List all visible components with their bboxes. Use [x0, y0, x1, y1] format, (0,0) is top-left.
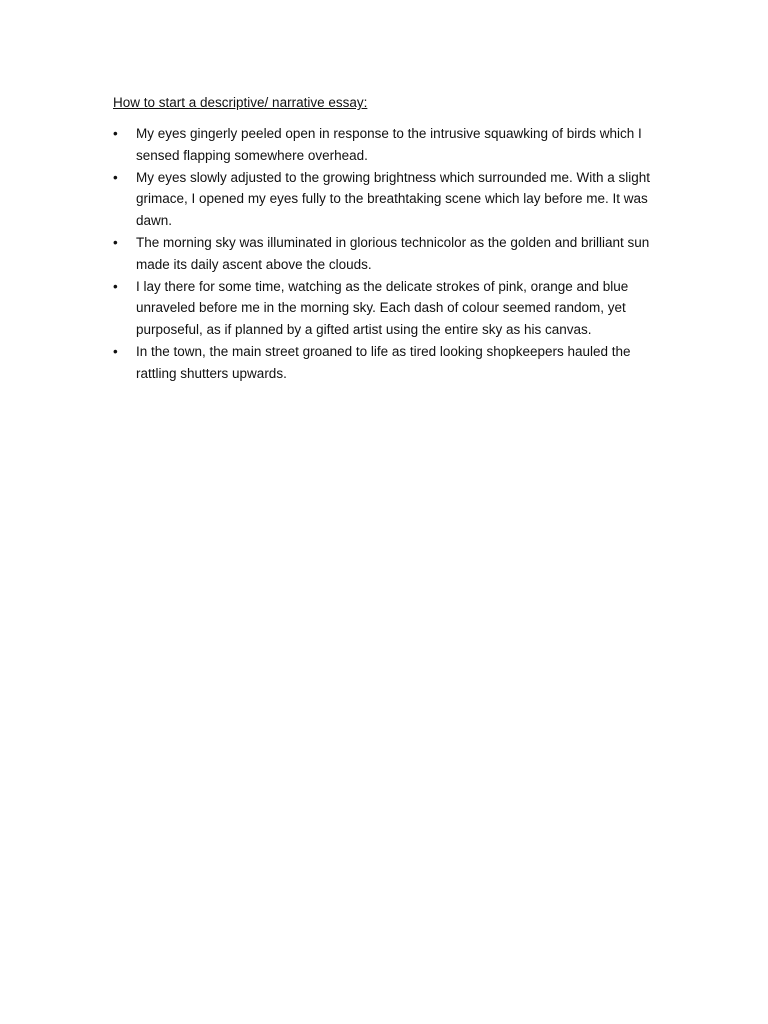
bullet-icon: •: [113, 169, 118, 185]
bullet-icon: •: [113, 234, 118, 250]
list-item-text: My eyes slowly adjusted to the growing brightness which surrounded me. With a slight grimace, I opened my eyes fully to the breathtaking scene which lay before me. It was dawn.: [136, 169, 650, 229]
list-item: [113, 123, 673, 167]
bullet-icon: •: [113, 126, 118, 141]
list-item: [113, 167, 673, 232]
list-item: [113, 232, 673, 276]
bullet-icon: •: [113, 278, 118, 294]
list-item: [113, 341, 673, 385]
document-heading: How to start a descriptive/ narrative essay:: [113, 95, 368, 110]
bullet-icon: •: [113, 343, 118, 359]
list-item: [113, 276, 673, 341]
document-body: [113, 92, 673, 385]
list-item-text: I lay there for some time, watching as the delicate strokes of pink, orange and blue unraveled before me in the morning sky. Each dash of colour seemed random, yet purposeful, as if planned by a gifted artist using the entire sky as his canvas.: [136, 278, 629, 338]
list-item-text: My eyes gingerly peeled open in response to the intrusive squawking of birds which I sensed flapping somewhere overhead.: [136, 126, 642, 163]
list-item-text: In the town, the main street groaned to life as tired looking shopkeepers hauled the rattling shutters upwards.: [136, 343, 631, 381]
list-item-text: The morning sky was illuminated in glorious technicolor as the golden and brilliant sun made its daily ascent above the clouds.: [136, 234, 650, 272]
bullet-list: [113, 123, 673, 385]
